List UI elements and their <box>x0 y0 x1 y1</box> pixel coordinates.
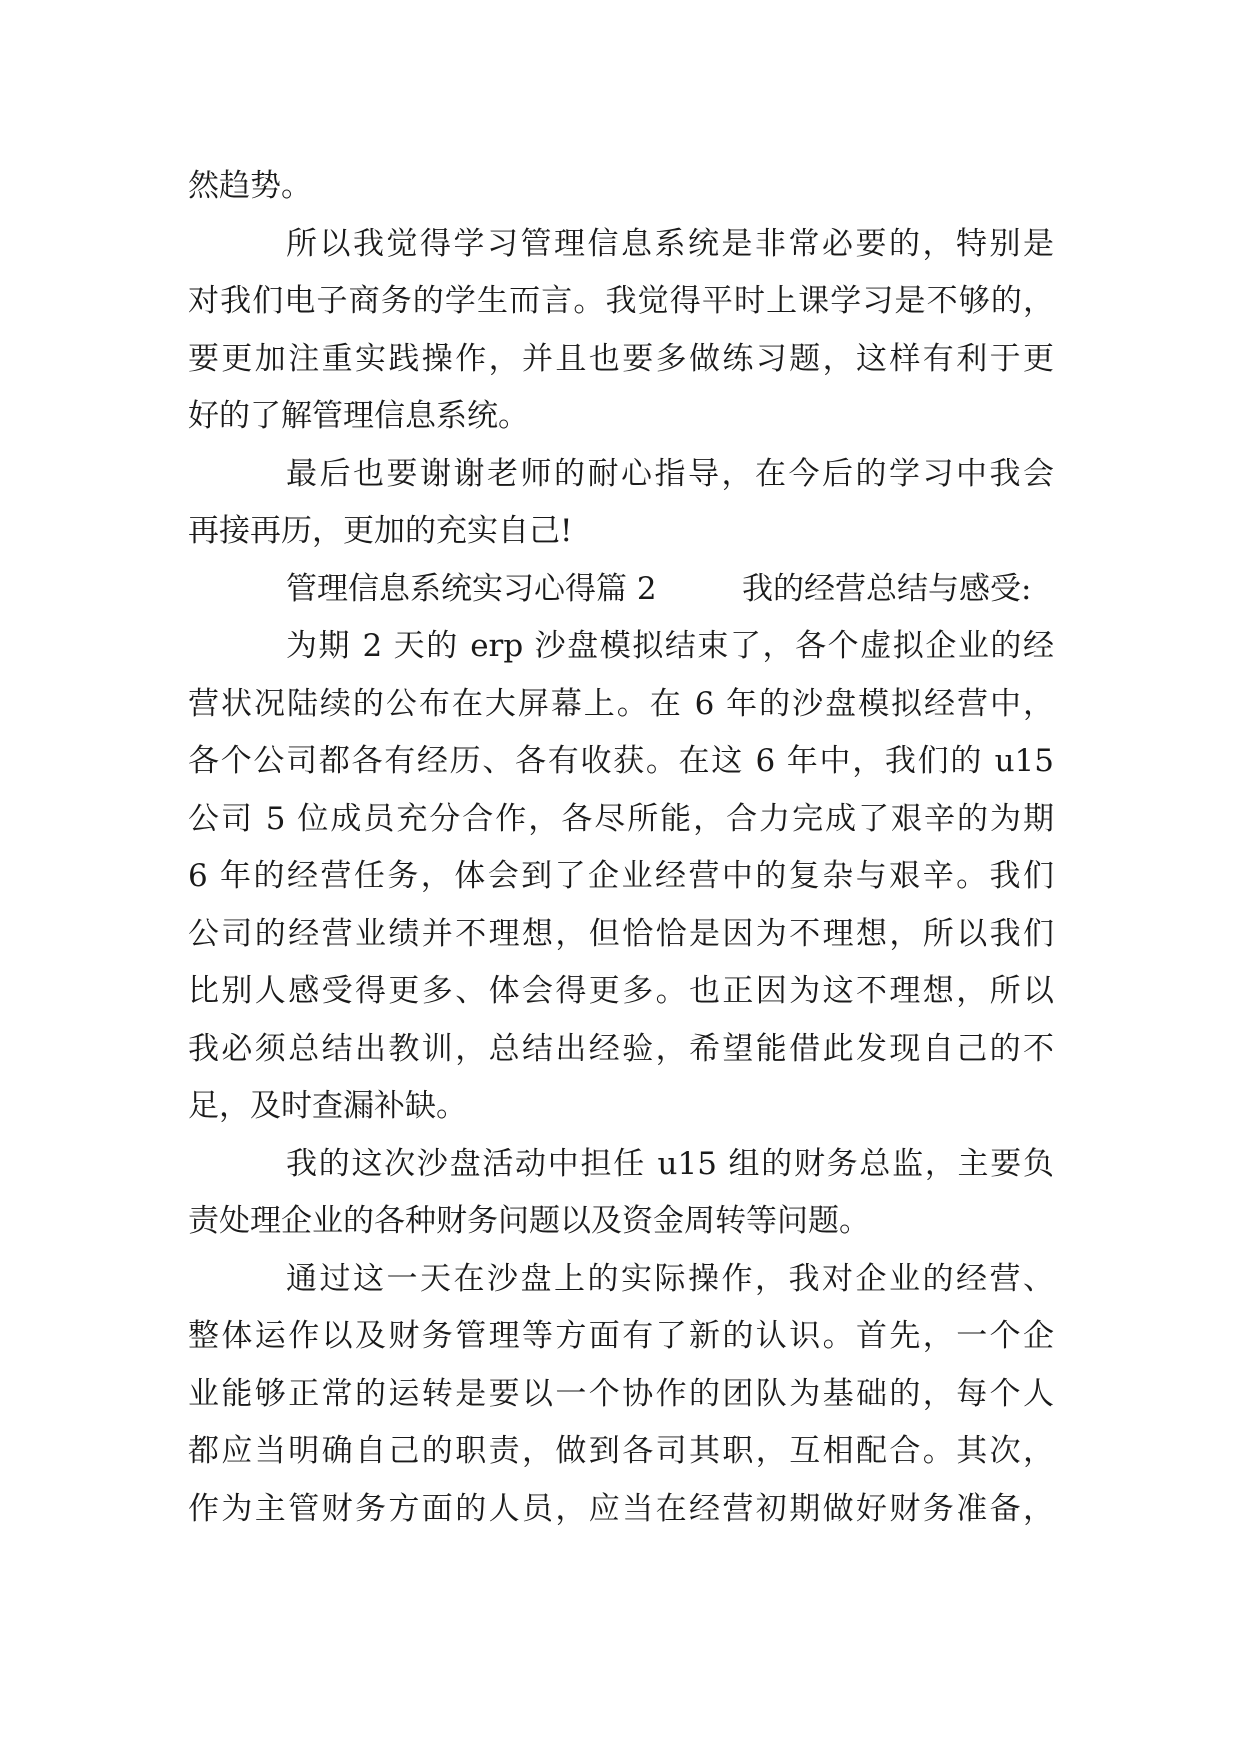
text-line: 整体运作以及财务管理等方面有了新的认识。首先，一个企 <box>188 1318 1054 1354</box>
text-line: 业能够正常的运转是要以一个协作的团队为基础的，每个人 <box>188 1375 1054 1412</box>
text-line: 对我们电子商务的学生而言。我觉得平时上课学习是不够的， <box>188 283 1054 319</box>
paragraph-6 <box>188 1251 1054 1539</box>
text-line: 我必须总结出教训，总结出经验，希望能借此发现自己的不 <box>188 1030 1054 1067</box>
text-line: 都应当明确自己的职责，做到各司其职，互相配合。其次， <box>188 1433 1054 1469</box>
text-line: 再接再历，更加的充实自己! <box>188 513 573 549</box>
section-title: 管理信息系统实习心得篇 2 <box>286 570 657 607</box>
text-line: 要更加注重实践操作，并且也要多做练习题，这样有利于更 <box>188 340 1054 377</box>
paragraph-5 <box>188 1136 1054 1251</box>
text-line: 为期 2 天的 erp 沙盘模拟结束了，各个虚拟企业的经 <box>286 628 1054 664</box>
paragraph-3 <box>188 446 1054 561</box>
text-line: 好的了解管理信息系统。 <box>188 398 529 434</box>
text-line: 比别人感受得更多、体会得更多。也正因为这不理想，所以 <box>188 973 1054 1009</box>
text-line: 公司的经营业绩并不理想，但恰恰是因为不理想，所以我们 <box>188 915 1054 952</box>
text-line: 各个公司都各有经历、各有收获。在这 6 年中，我们的 u15 <box>188 743 1054 779</box>
text-line: 我的这次沙盘活动中担任 u15 组的财务总监，主要负 <box>286 1145 1054 1182</box>
paragraph-1 <box>188 158 1054 216</box>
text-line: 然趋势。 <box>188 168 312 204</box>
text-line: 责处理企业的各种财务问题以及资金周转等问题。 <box>188 1203 870 1239</box>
text-line: 最后也要谢谢老师的耐心指导，在今后的学习中我会 <box>286 455 1054 492</box>
text-line: 作为主管财务方面的人员，应当在经营初期做好财务准备， <box>188 1490 1054 1527</box>
text-line: 公司 5 位成员充分合作，各尽所能，合力完成了艰辛的为期 <box>188 800 1054 837</box>
paragraph-4 <box>188 618 1054 1136</box>
document-body <box>188 158 1054 1538</box>
section-subtitle: 我的经营总结与感受: <box>742 570 1032 607</box>
text-line: 营状况陆续的公布在大屏幕上。在 6 年的沙盘模拟经营中， <box>188 685 1054 722</box>
text-line: 所以我觉得学习管理信息系统是非常必要的，特别是 <box>286 225 1054 262</box>
section-heading <box>188 561 1054 619</box>
text-line: 通过这一天在沙盘上的实际操作，我对企业的经营、 <box>286 1260 1054 1297</box>
paragraph-2 <box>188 216 1054 446</box>
text-line: 足，及时查漏补缺。 <box>188 1088 467 1124</box>
text-line: 6 年的经营任务，体会到了企业经营中的复杂与艰辛。我们 <box>188 858 1054 894</box>
